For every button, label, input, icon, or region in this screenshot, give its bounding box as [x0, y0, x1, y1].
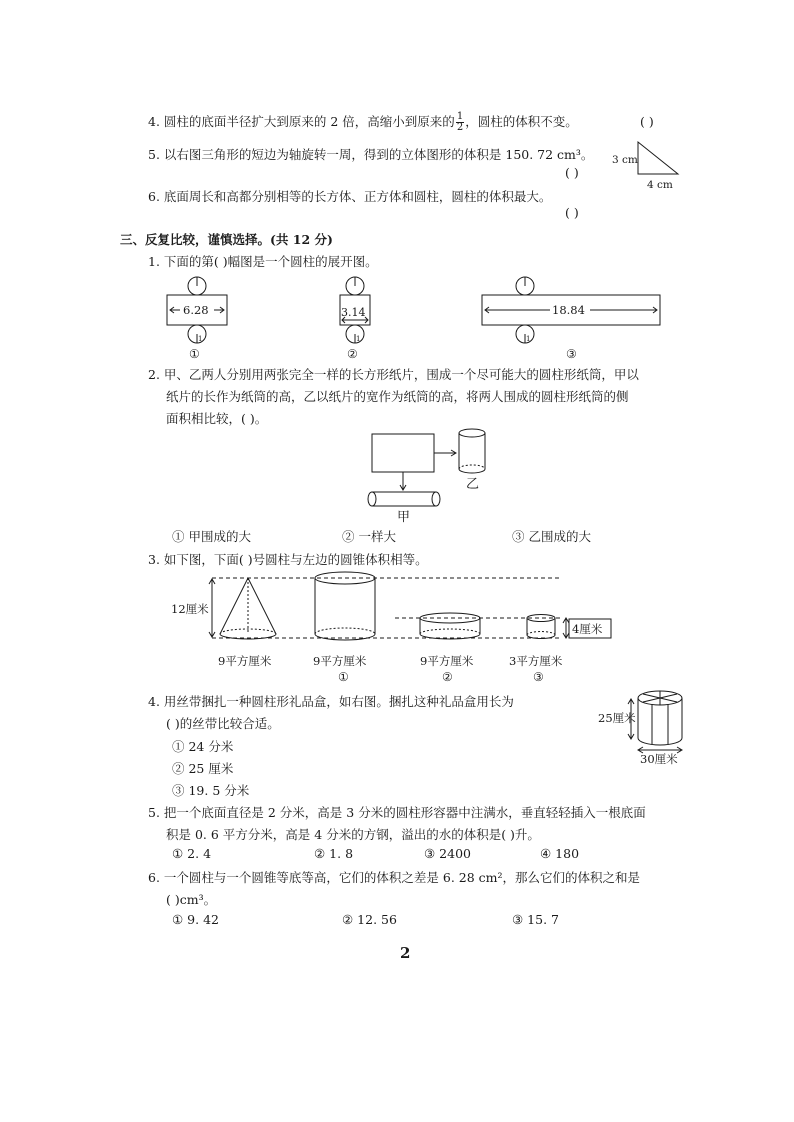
net-3-number: ③ [566, 347, 577, 361]
triangle-figure [612, 142, 678, 191]
net-2-radius-label: 1 [356, 335, 361, 343]
net-figure-1 [167, 277, 227, 361]
s3-q6-option-1[interactable]: ① 9. 42 [172, 912, 219, 927]
s3-q2-option-1[interactable]: ① 甲围成的大 [172, 529, 251, 544]
s3-q5-line2: 积是 0. 6 平方分米，高是 4 分米的方钢，溢出的水的体积是( )升。 [166, 827, 540, 842]
fraction-denominator: 2 [456, 122, 464, 133]
judge-q4-answer-paren[interactable]: ( ) [640, 114, 654, 129]
judge-q5-answer-paren[interactable]: ( ) [565, 165, 579, 180]
s3-q2-line3: 面积相比较，( )。 [166, 411, 268, 426]
net-figure-2 [340, 277, 370, 361]
cylinder-2-number: ② [442, 670, 453, 684]
height-12cm-label: 12厘米 [171, 602, 209, 616]
s3-q6-line1: 6. 一个圆柱与一个圆锥等底等高，它们的体积之差是 6. 28 cm²，那么它们的体积之和是 [148, 870, 641, 885]
label-jia: 甲 [397, 510, 411, 525]
s3-q1-text: 1. 下面的第( )幅图是一个圆柱的展开图。 [148, 254, 378, 269]
triangle-base-label: 4 cm [647, 179, 673, 191]
s3-q4-option-1[interactable]: ① 24 分米 [172, 739, 234, 754]
s3-q6-option-3[interactable]: ③ 15. 7 [512, 912, 559, 927]
paper-roll-figure [368, 429, 485, 525]
cylinder-2-base-label: 9平方厘米 [420, 654, 474, 668]
net-2-length-label: 3.14 [341, 306, 366, 319]
cone-cylinder-figure [171, 572, 611, 684]
page-number: 2 [400, 944, 411, 962]
cylinder-1-number: ① [338, 670, 349, 684]
s3-q4-option-2[interactable]: ② 25 厘米 [172, 761, 234, 776]
triangle-side-label: 3 cm [612, 154, 638, 166]
s3-q6-option-2[interactable]: ② 12. 56 [342, 912, 397, 927]
s3-q5-option-2[interactable]: ② 1. 8 [314, 846, 354, 861]
net-1-radius-label: 1 [198, 335, 203, 343]
s3-q3-text: 3. 如下图，下面( )号圆柱与左边的圆锥体积相等。 [148, 552, 428, 567]
s3-q6-line2: ( )cm³。 [166, 892, 217, 907]
judge-q4-text-a: 4. 圆柱的底面半径扩大到原来的 2 倍，高缩小到原来的 [148, 114, 455, 129]
cylinder-3-base-label: 3平方厘米 [509, 654, 563, 668]
gift-box-diameter-label: 30厘米 [640, 752, 678, 766]
s3-q4-line2: ( )的丝带比较合适。 [166, 716, 280, 731]
s3-q4-option-3[interactable]: ③ 19. 5 分米 [172, 783, 250, 798]
net-2-number: ② [347, 347, 358, 361]
s3-q4-line1: 4. 用丝带捆扎一种圆柱形礼品盒，如右图。捆扎这种礼品盒用长为 [148, 694, 514, 709]
gift-box-height-label: 25厘米 [598, 711, 636, 725]
net-1-number: ① [189, 347, 200, 361]
net-3-length-label: 18.84 [552, 303, 585, 317]
s3-q5-line1: 5. 把一个底面直径是 2 分米，高是 3 分米的圆柱形容器中注满水，垂直轻轻插入一根底面 [148, 805, 646, 820]
net-1-length-label: 6.28 [183, 303, 209, 317]
cone-base-label: 9平方厘米 [218, 654, 272, 668]
judge-q5: 5. 以右图三角形的短边为轴旋转一周，得到的立体图形的体积是 150. 72 cm³。 [148, 147, 594, 162]
label-yi: 乙 [466, 477, 480, 492]
s3-q5-option-4[interactable]: ④ 180 [540, 846, 580, 861]
judge-q6-answer-paren[interactable]: ( ) [565, 205, 579, 220]
s3-q2-option-2[interactable]: ② 一样大 [342, 529, 396, 544]
s3-q2-option-3[interactable]: ③ 乙围成的大 [512, 529, 591, 544]
net-figure-3 [482, 277, 660, 361]
fraction-numerator: 1 [456, 111, 464, 122]
gift-box-figure [598, 691, 682, 766]
cylinder-3-number: ③ [533, 670, 544, 684]
height-4cm-label: 4厘米 [572, 622, 603, 636]
section-3-title: 三、反复比较，谨慎选择。(共 12 分) [120, 232, 333, 247]
judge-q6: 6. 底面周长和高都分别相等的长方体、正方体和圆柱，圆柱的体积最大。 [148, 189, 552, 204]
s3-q2-line2: 纸片的长作为纸筒的高，乙以纸片的宽作为纸筒的高，将两人围成的圆柱形纸筒的侧 [166, 389, 629, 404]
net-3-radius-label: 1 [526, 335, 531, 343]
s3-q5-option-3[interactable]: ③ 2400 [424, 846, 471, 861]
judge-q4-text-b: ，圆柱的体积不变。 [465, 114, 578, 129]
s3-q2-line1: 2. 甲、乙两人分别用两张完全一样的长方形纸片，围成一个尽可能大的圆柱形纸筒，甲以 [148, 367, 639, 382]
s3-q5-option-1[interactable]: ① 2. 4 [172, 846, 212, 861]
cylinder-1-base-label: 9平方厘米 [313, 654, 367, 668]
